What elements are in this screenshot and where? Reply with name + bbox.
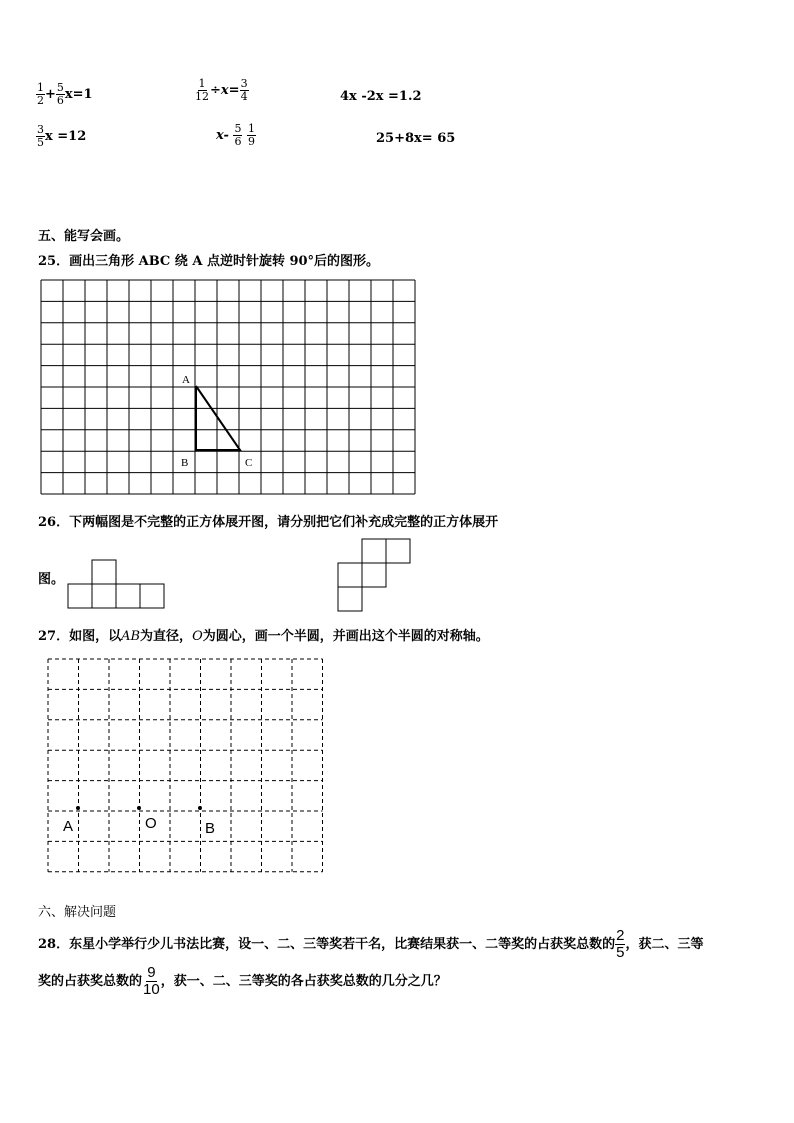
equation-6: 25+8x= 65 [376,131,456,146]
equation-3: 4x -2x =1.2 [340,89,422,104]
point-o-dot [137,806,141,810]
question-25-text: 25．画出三角形 ABC 绕 A 点逆时针旋转 90°后的图形。 [38,254,380,269]
point-label-c: C [245,457,253,469]
point-b-dot [198,806,202,810]
section-heading-5: 五、能写会画。 [38,229,130,244]
fraction: $\frac{1}{9}$ [247,122,255,148]
point-label-o: O [145,815,157,832]
fraction-2-5: $\frac{2}{5}$ [616,927,625,961]
triangle-abc [196,386,240,450]
equation-2: $\frac{1}{12}$ ÷x= $\frac{3}{4}$ [195,77,248,103]
question-28-line2: 奖的占获奖总数的 $\frac{9}{10}$ ，获一、二、三等奖的各占获奖总数的几分之几？ [38,964,447,998]
point-label-a: A [63,818,74,835]
cube-net-1 [68,559,168,609]
equation-5: x- $\frac{5}{6}$ $\frac{1}{9}$ [216,122,255,148]
q27-dashed-grid [47,658,323,872]
fraction: $\frac{3}{5}$ [37,123,44,149]
fraction-9-10: $\frac{9}{10}$ [143,964,160,998]
question-28-line1: 28．东星小学举行少儿书法比赛，设一、二、三等奖若干名，比赛结果获一、二等奖的占获奖总数的 $\frac{2}{5}$ ，获二、三等 [38,927,704,961]
fraction: $\frac{3}{4}$ [240,77,248,103]
q25-grid [40,279,420,495]
fraction: $\frac{5}{6}$ [56,81,64,107]
equation-1: $\frac{1}{2}$ + $\frac{5}{6}$ x=1 [37,81,93,107]
question-26-text: 26．下两幅图是不完整的正方体展开图，请分别把它们补充成完整的正方体展开 [38,515,499,530]
question-26-text-cont: 图。 [38,572,65,587]
point-label-a: A [182,374,190,386]
fraction: $\frac{5}{6}$ [234,122,242,148]
section-heading-6: 六、解决问题 [38,905,117,920]
question-27-text: 27．如图，以AB为直径，O为圆心，画一个半圆，并画出这个半圆的对称轴。 [38,629,489,644]
point-label-b: B [181,457,189,469]
cube-net-2 [338,538,418,614]
point-a-dot [76,806,80,810]
equation-4: $\frac{3}{5}$ x =12 [37,123,87,149]
point-label-b: B [205,820,216,837]
fraction: $\frac{1}{12}$ [195,77,209,103]
fraction: $\frac{1}{2}$ [37,81,44,107]
